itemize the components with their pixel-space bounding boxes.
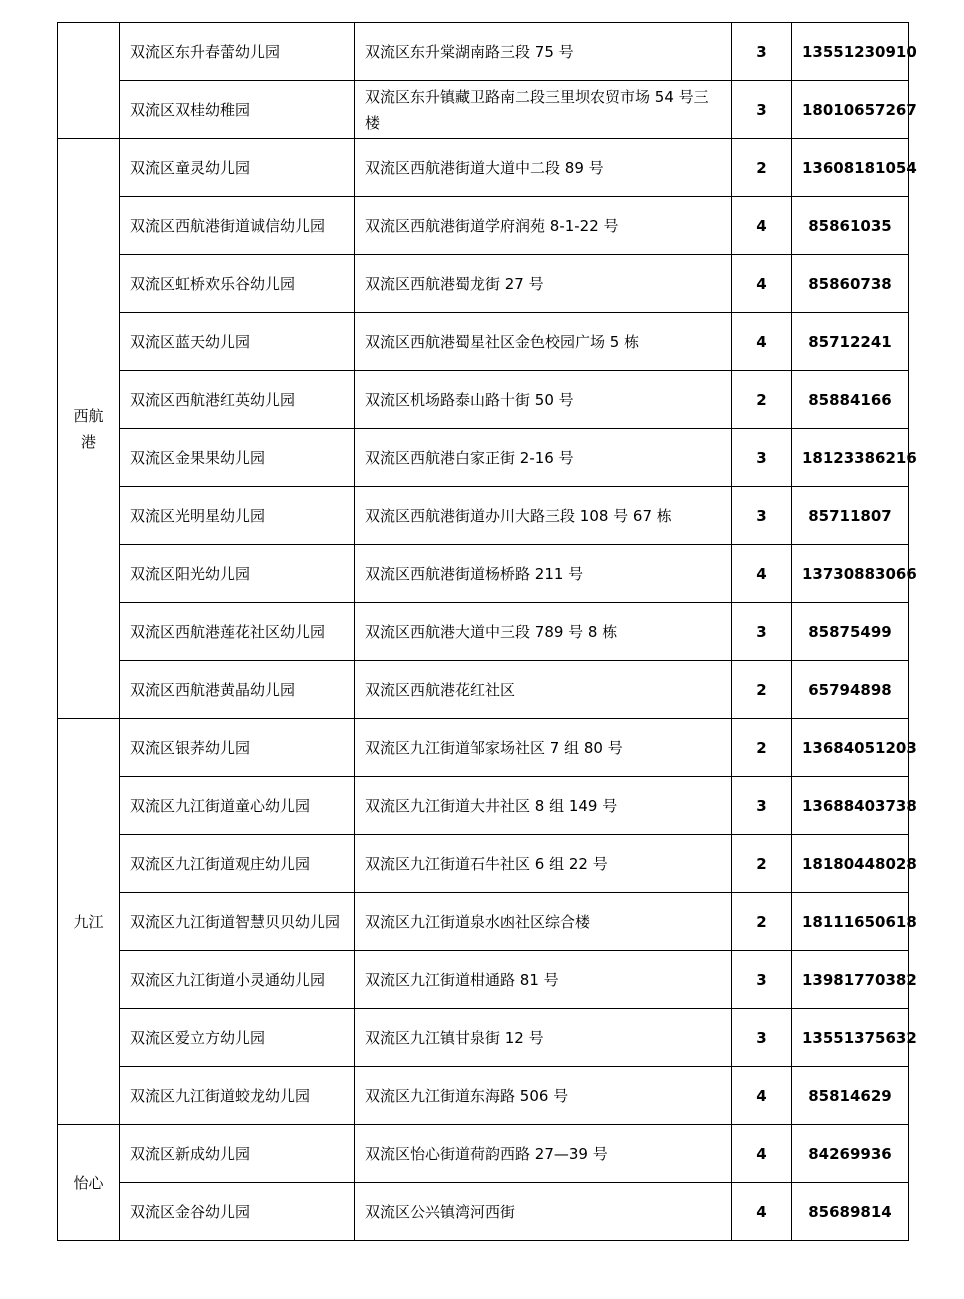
class-count-cell: 4 [732,313,792,371]
phone-cell: 85860738 [792,255,909,313]
kindergarten-name-cell: 双流区金果果幼儿园 [120,429,355,487]
address-cell: 双流区西航港街道学府润苑 8-1-22 号 [355,197,732,255]
address-cell: 双流区西航港街道杨桥路 211 号 [355,545,732,603]
table-row [58,255,909,313]
kindergarten-name-cell: 双流区虹桥欢乐谷幼儿园 [120,255,355,313]
address-cell: 双流区九江街道泉水凼社区综合楼 [355,893,732,951]
phone-cell: 18180448028 [792,835,909,893]
phone-cell: 85689814 [792,1183,909,1241]
kindergarten-name-cell: 双流区双桂幼稚园 [120,81,355,139]
kindergarten-name-cell: 双流区九江街道童心幼儿园 [120,777,355,835]
phone-cell: 13981770382 [792,951,909,1009]
phone-cell: 13730883066 [792,545,909,603]
table-row [58,1183,909,1241]
district-cell [58,23,120,139]
table-row [58,1067,909,1125]
address-cell: 双流区怡心街道荷韵西路 27—39 号 [355,1125,732,1183]
address-cell: 双流区东升棠湖南路三段 75 号 [355,23,732,81]
address-cell: 双流区东升镇藏卫路南二段三里坝农贸市场 54 号三楼 [355,81,732,139]
class-count-cell: 4 [732,1125,792,1183]
class-count-cell: 3 [732,429,792,487]
kindergarten-name-cell: 双流区蓝天幼儿园 [120,313,355,371]
address-cell: 双流区公兴镇湾河西街 [355,1183,732,1241]
class-count-cell: 3 [732,81,792,139]
address-cell: 双流区九江镇甘泉街 12 号 [355,1009,732,1067]
phone-cell: 13608181054 [792,139,909,197]
class-count-cell: 3 [732,1009,792,1067]
kindergarten-name-cell: 双流区西航港红英幼儿园 [120,371,355,429]
table-body [58,23,917,1241]
table-row [58,1009,909,1067]
phone-cell: 85814629 [792,1067,909,1125]
kindergarten-name-cell: 双流区东升春蕾幼儿园 [120,23,355,81]
class-count-cell: 2 [732,371,792,429]
class-count-cell: 4 [732,255,792,313]
class-count-cell: 2 [732,661,792,719]
phone-cell: 13551375632 [792,1009,909,1067]
kindergarten-name-cell: 双流区金谷幼儿园 [120,1183,355,1241]
kindergarten-name-cell: 双流区九江街道观庄幼儿园 [120,835,355,893]
address-cell: 双流区西航港大道中三段 789 号 8 栋 [355,603,732,661]
kindergarten-table [57,22,917,1241]
table-row [58,429,909,487]
address-cell: 双流区西航港街道大道中二段 89 号 [355,139,732,197]
phone-cell: 18123386216 [792,429,909,487]
class-count-cell: 3 [732,23,792,81]
phone-cell: 85861035 [792,197,909,255]
table-row [58,545,909,603]
address-cell: 双流区西航港街道办川大路三段 108 号 67 栋 [355,487,732,545]
address-cell: 双流区西航港蜀星社区金色校园广场 5 栋 [355,313,732,371]
table-row [58,603,909,661]
table-row [58,893,909,951]
address-cell: 双流区西航港花红社区 [355,661,732,719]
table-row [58,81,909,139]
phone-cell: 85884166 [792,371,909,429]
kindergarten-name-cell: 双流区九江街道智慧贝贝幼儿园 [120,893,355,951]
kindergarten-name-cell: 双流区银荞幼儿园 [120,719,355,777]
kindergarten-name-cell: 双流区九江街道蛟龙幼儿园 [120,1067,355,1125]
address-cell: 双流区九江街道东海路 506 号 [355,1067,732,1125]
phone-cell: 85711807 [792,487,909,545]
table-row [58,951,909,1009]
table-row [58,487,909,545]
address-cell: 双流区机场路泰山路十街 50 号 [355,371,732,429]
class-count-cell: 3 [732,777,792,835]
class-count-cell: 3 [732,951,792,1009]
class-count-cell: 3 [732,487,792,545]
phone-cell: 13684051203 [792,719,909,777]
table-row [58,23,909,81]
district-cell: 怡心 [58,1125,120,1241]
phone-cell: 85875499 [792,603,909,661]
address-cell: 双流区九江街道邹家场社区 7 组 80 号 [355,719,732,777]
district-cell: 九江 [58,719,120,1125]
class-count-cell: 2 [732,719,792,777]
class-count-cell: 4 [732,1183,792,1241]
phone-cell: 84269936 [792,1125,909,1183]
class-count-cell: 2 [732,139,792,197]
table-row [58,661,909,719]
kindergarten-name-cell: 双流区新成幼儿园 [120,1125,355,1183]
phone-cell: 65794898 [792,661,909,719]
phone-cell: 85712241 [792,313,909,371]
class-count-cell: 2 [732,893,792,951]
class-count-cell: 3 [732,603,792,661]
table-row [58,139,909,197]
district-cell: 西航港 [58,139,120,719]
class-count-cell: 4 [732,1067,792,1125]
table-row [58,1125,909,1183]
table-row [58,719,909,777]
phone-cell: 18010657267 [792,81,909,139]
class-count-cell: 4 [732,197,792,255]
address-cell: 双流区九江街道石牛社区 6 组 22 号 [355,835,732,893]
kindergarten-name-cell: 双流区西航港街道诚信幼儿园 [120,197,355,255]
address-cell: 双流区九江街道柑通路 81 号 [355,951,732,1009]
phone-cell: 18111650618 [792,893,909,951]
kindergarten-name-cell: 双流区光明星幼儿园 [120,487,355,545]
kindergarten-name-cell: 双流区西航港黄晶幼儿园 [120,661,355,719]
class-count-cell: 2 [732,835,792,893]
kindergarten-name-cell: 双流区爱立方幼儿园 [120,1009,355,1067]
table-row [58,835,909,893]
table-row [58,197,909,255]
kindergarten-name-cell: 双流区阳光幼儿园 [120,545,355,603]
address-cell: 双流区西航港蜀龙街 27 号 [355,255,732,313]
kindergarten-name-cell: 双流区西航港莲花社区幼儿园 [120,603,355,661]
table-row [58,371,909,429]
address-cell: 双流区西航港白家正街 2-16 号 [355,429,732,487]
kindergarten-name-cell: 双流区童灵幼儿园 [120,139,355,197]
table-row [58,313,909,371]
phone-cell: 13688403738 [792,777,909,835]
kindergarten-name-cell: 双流区九江街道小灵通幼儿园 [120,951,355,1009]
table-row [58,777,909,835]
phone-cell: 13551230910 [792,23,909,81]
address-cell: 双流区九江街道大井社区 8 组 149 号 [355,777,732,835]
class-count-cell: 4 [732,545,792,603]
